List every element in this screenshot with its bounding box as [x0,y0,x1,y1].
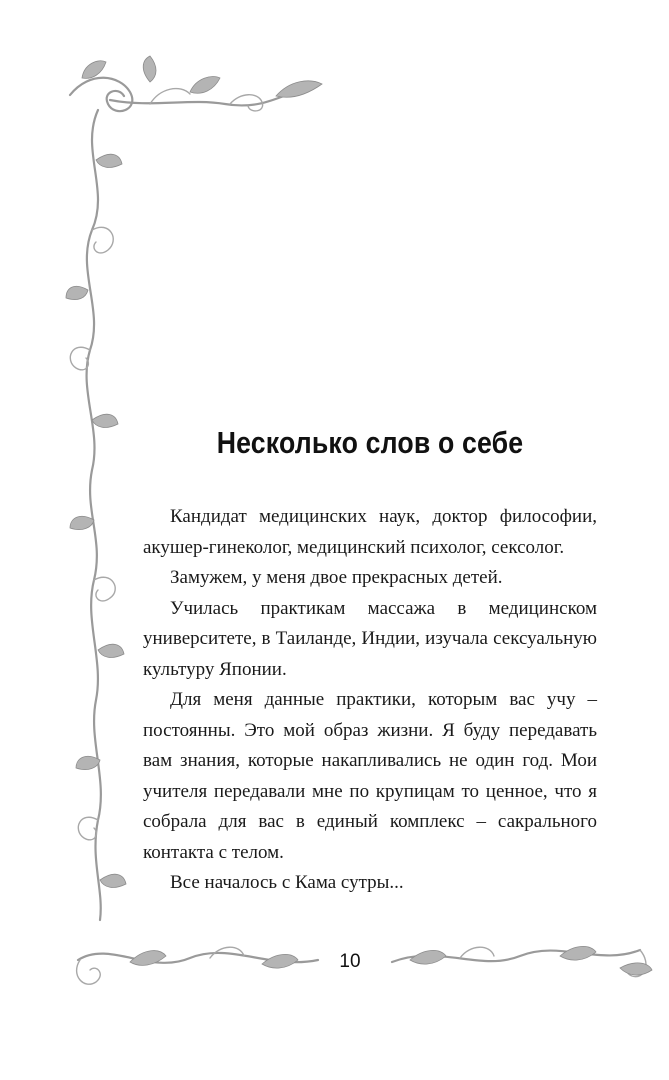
paragraph-education: Училась практикам массажа в медицинском университете, в Таиланде, Индии, изучала сексуальную культуру Японии. [143,597,597,680]
paragraph-practice: Для меня данные практики, которым вас учу – постоянны. Это мой образ жизни. Я буду передавать вам знания, которые накапливались не один год. Мои учителя передавали мне по крупицам то ценное, что я собрала для вас в единый комплекс – сакрального контакта с телом. [143,689,597,863]
top-corner-flourish [70,56,322,111]
paragraph-closing: Все началось с Кама сутры... [170,872,404,893]
body-text [143,502,597,899]
page-number: 10 [339,951,361,972]
left-vine [66,110,126,920]
chapter-title: Несколько слов о себе [216,425,524,460]
paragraph-credentials: Кандидат медицинских наук, доктор философии, акушер-гинеколог, медицинский психолог, сексолог. [143,506,597,558]
paragraph-family: Замужем, у меня двое прекрасных детей. [170,567,503,588]
